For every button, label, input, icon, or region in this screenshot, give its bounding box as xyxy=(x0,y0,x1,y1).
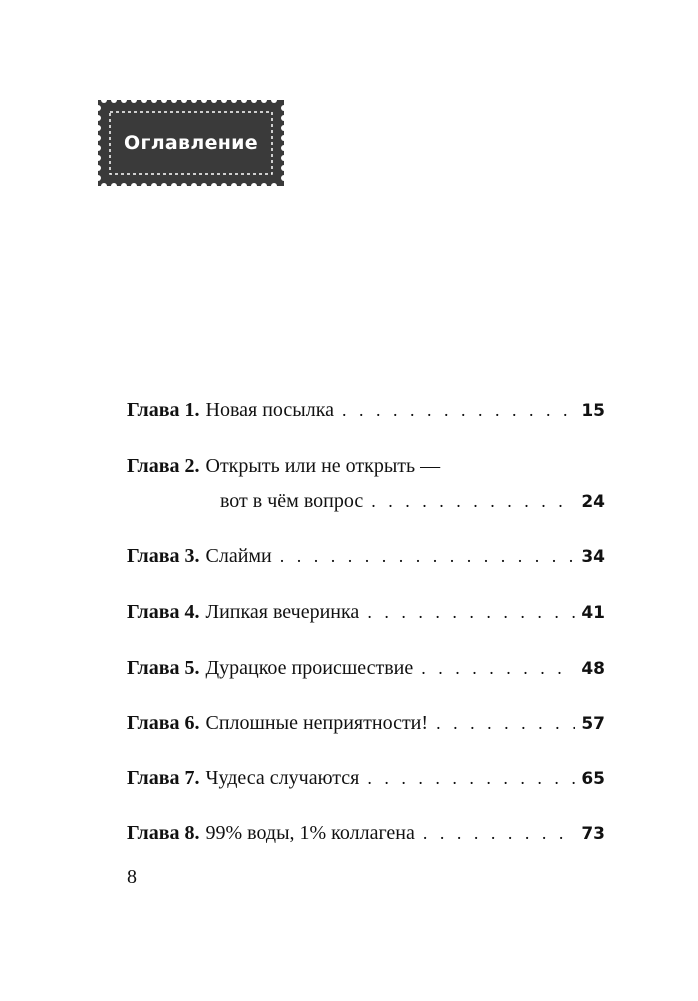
dot-leader xyxy=(421,650,575,686)
dot-leader xyxy=(367,760,575,796)
page-number: 8 xyxy=(127,866,137,888)
chapter-title: Чудеса случаются xyxy=(205,767,360,789)
chapter-label: Глава 7. xyxy=(127,767,200,789)
toc-entry-7[interactable] xyxy=(127,760,605,796)
toc-entry-5[interactable] xyxy=(127,650,605,686)
chapter-label: Глава 1. xyxy=(127,399,200,421)
chapter-title: 99% воды, 1% коллагена xyxy=(205,822,415,844)
chapter-title: Дурацкое происшествие xyxy=(205,657,414,679)
chapter-page-number: 57 xyxy=(581,714,605,734)
toc-entry-6[interactable] xyxy=(127,705,605,741)
chapter-page-number: 73 xyxy=(581,824,605,844)
contents-stamp-badge xyxy=(98,100,284,186)
chapter-page-number: 41 xyxy=(581,603,605,623)
dot-leader xyxy=(423,815,575,851)
toc-entry-1[interactable] xyxy=(127,392,605,428)
chapter-title: Новая посылка xyxy=(205,399,334,421)
contents-heading: Оглавление xyxy=(124,132,258,154)
chapter-page-number: 65 xyxy=(581,769,605,789)
toc-entry-3[interactable] xyxy=(127,538,605,574)
chapter-page-number: 15 xyxy=(581,401,605,421)
chapter-page-number: 34 xyxy=(581,547,605,567)
chapter-title: Сплошные неприятности! xyxy=(205,712,429,734)
chapter-label: Глава 5. xyxy=(127,657,200,679)
chapter-label: Глава 3. xyxy=(127,545,200,567)
chapter-page-number: 48 xyxy=(581,659,605,679)
toc-entry-2[interactable] xyxy=(127,448,605,538)
chapter-page-number: 24 xyxy=(581,492,605,512)
dot-leader xyxy=(367,594,575,630)
chapter-label: Глава 8. xyxy=(127,822,200,844)
dot-leader xyxy=(342,392,575,428)
dot-leader xyxy=(436,705,575,741)
dot-leader xyxy=(280,538,576,574)
chapter-label: Глава 4. xyxy=(127,601,200,623)
chapter-label: Глава 6. xyxy=(127,712,200,734)
chapter-title: Слайми xyxy=(205,545,272,567)
chapter-title: Липкая вечеринка xyxy=(205,601,360,623)
chapter-label: Глава 2. xyxy=(127,455,200,477)
chapter-title-continuation: вот в чём вопрос xyxy=(220,490,364,512)
toc-entry-8[interactable] xyxy=(127,815,605,851)
toc-entry-4[interactable] xyxy=(127,594,605,630)
dot-leader xyxy=(371,483,575,519)
chapter-title: Открыть или не открыть — xyxy=(205,455,441,477)
